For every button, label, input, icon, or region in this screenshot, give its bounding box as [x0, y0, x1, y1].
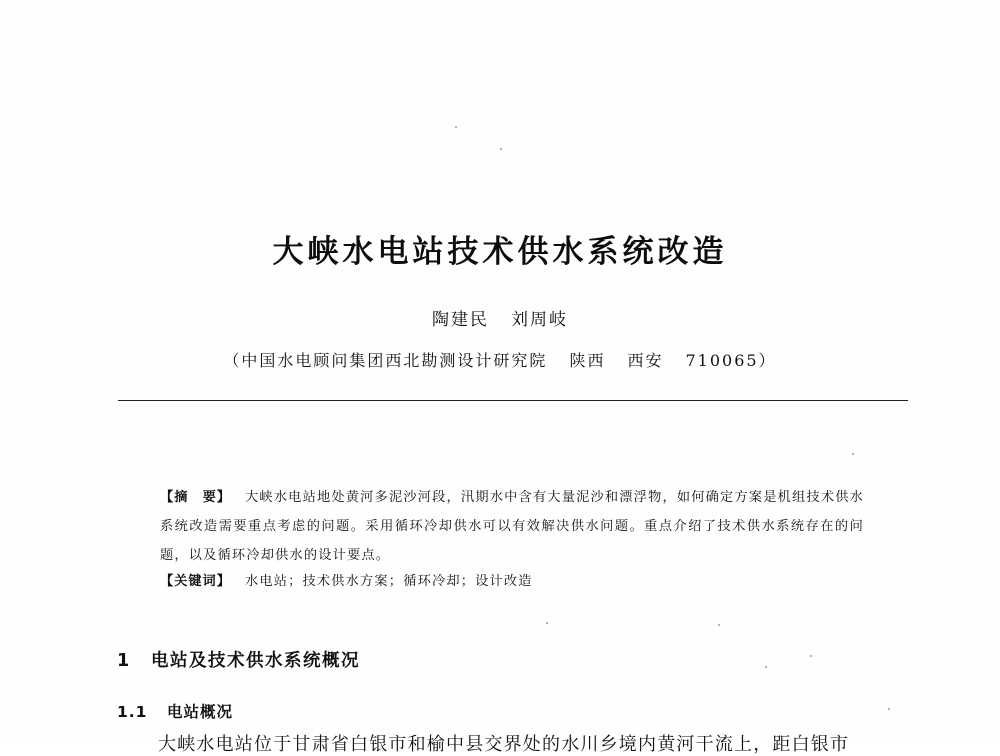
scan-speck — [455, 126, 457, 128]
abstract-label: 【摘 要】 — [160, 490, 231, 505]
scan-speck — [718, 624, 720, 626]
scan-speck — [500, 148, 502, 150]
affiliation-line — [0, 348, 1000, 371]
section-number: 1 — [117, 651, 131, 671]
scan-speck — [888, 708, 890, 710]
author-name: 陶建民 — [432, 310, 489, 330]
section-heading — [117, 647, 360, 672]
keywords-block — [160, 570, 864, 589]
keywords-text: 水电站；技术供水方案；循环冷却；设计改造 — [244, 574, 533, 589]
author-line — [0, 305, 1000, 330]
section-title: 电站及技术供水系统概况 — [151, 651, 360, 671]
body-paragraph-line: 大峡水电站位于甘肃省白银市和榆中县交界处的水川乡境内黄河干流上，距白银市 — [158, 734, 850, 755]
paper-title: 大峡水电站技术供水系统改造 — [272, 234, 728, 270]
header-divider — [118, 400, 908, 401]
affiliation-postcode: 710065） — [685, 351, 777, 370]
scan-speck — [546, 622, 548, 624]
abstract-block — [160, 483, 864, 570]
subsection-title: 电站概况 — [167, 703, 234, 721]
affiliation-province: 陕西 — [569, 351, 606, 370]
affiliation-city: 西安 — [627, 351, 664, 370]
scan-speck — [852, 453, 854, 455]
affiliation-org: （中国水电顾问集团西北勘测设计研究院 — [223, 351, 548, 370]
author-name: 刘周岐 — [511, 310, 568, 330]
subsection-number: 1.1 — [117, 703, 148, 721]
subsection-heading — [117, 700, 233, 722]
scan-speck — [810, 655, 812, 657]
abstract-text: 大峡水电站地处黄河多泥沙河段，汛期水中含有大量泥沙和漂浮物，如何确定方案是机组技术供水系统改造需要重点考虑的问题。采用循环冷却供水可以有效解决供水问题。重点介绍了技术供水系统存在的问题，以及循环冷却供水的设计要点。 — [160, 490, 864, 563]
scan-speck — [765, 666, 767, 668]
keywords-label: 【关键词】 — [160, 574, 231, 589]
